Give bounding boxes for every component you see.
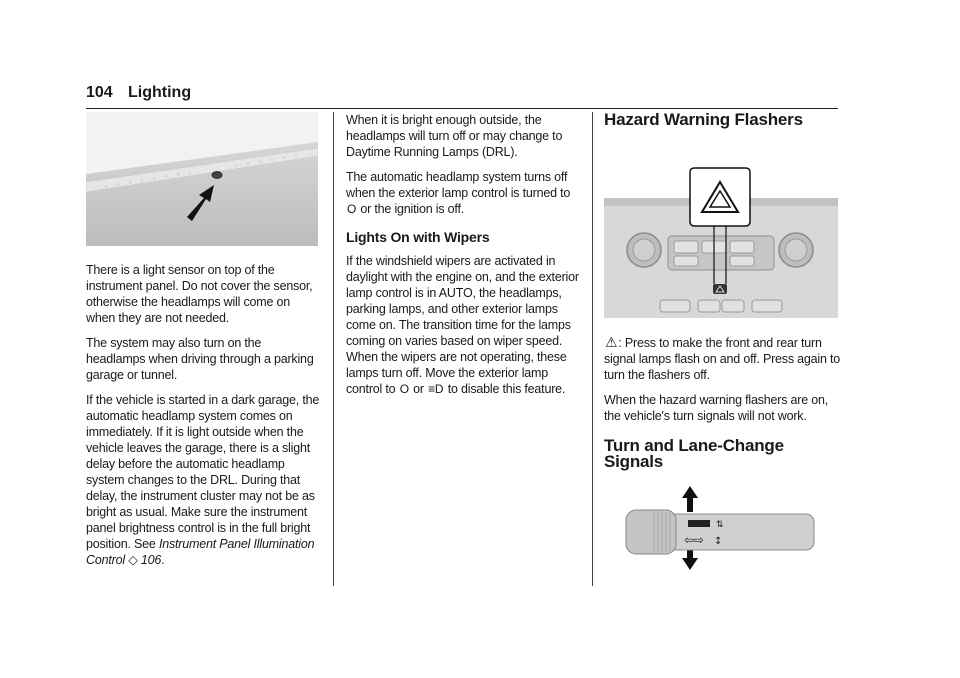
paragraph: There is a light sensor on top of the instrument panel. Do not cover the sensor, otherwise the headlamps will come on when they are not needed. bbox=[86, 263, 313, 325]
turn-signal-lever-illustration bbox=[604, 480, 838, 576]
paragraph-text: The automatic headlamp system turns off when the exterior lamp control is turned to bbox=[346, 170, 571, 200]
paragraph-text: If the windshield wipers are activated in daylight with the engine on, and the exterior lamp control is in AUTO, the headlamps, parking lamps, and other exterior lamps come on. The transition time for the lamps coming on varies based on wiper speed. When the wipers are not operating, these lamps turn off. Move the exterior lamp control to bbox=[346, 254, 579, 396]
heading-turn-and-lane-change-signals: Turn and Lane-Change Signals bbox=[604, 436, 784, 471]
hazard-control-illustration bbox=[604, 138, 838, 318]
svg-text:⇦⇨: ⇦⇨ bbox=[684, 533, 704, 547]
paragraph: When the hazard warning flashers are on, the vehicle's turn signals will not work. bbox=[604, 393, 829, 423]
page-ref-number[interactable]: 106 bbox=[140, 553, 162, 567]
off-power-icon: O bbox=[347, 202, 357, 216]
svg-text:⇅: ⇅ bbox=[716, 520, 724, 530]
hazard-button-figure bbox=[604, 138, 842, 322]
paragraph-text: or bbox=[413, 382, 424, 396]
svg-text:↕: ↕ bbox=[714, 536, 723, 547]
paragraph-end: . bbox=[161, 553, 165, 567]
paragraph: The system may also turn on the headlamps when driving through a parking garage or tunnel. bbox=[86, 336, 314, 382]
paragraph bbox=[86, 392, 322, 568]
paragraph bbox=[346, 253, 580, 397]
page-number: 104 bbox=[86, 84, 113, 101]
section-title: Lighting bbox=[128, 84, 192, 101]
off-power-icon: O bbox=[399, 382, 409, 396]
heading-hazard-warning-flashers: Hazard Warning Flashers bbox=[604, 110, 803, 129]
paragraph-text: or the ignition is off. bbox=[360, 202, 464, 216]
parking-lamp-icon: ≡D bbox=[428, 382, 444, 396]
hazard-triangle-icon: ⚠ bbox=[605, 334, 618, 350]
paragraph-text: to disable this feature. bbox=[447, 382, 566, 396]
paragraph bbox=[604, 334, 842, 383]
paragraph-text: If the vehicle is started in a dark garage, the automatic headlamp system comes on immediately. If it is light outside when the vehicle leaves the garage, there is a slight delay before the automatic headlamp system changes to the DRL. During that delay, the instrument cluster may not be as bright as usual. Make sure the instrument panel brightness control is in the full bright position. See bbox=[86, 393, 320, 551]
page-ref-icon: ◇ bbox=[128, 553, 138, 567]
page-header bbox=[86, 82, 838, 109]
cross-reference-link[interactable]: Instrument Panel Illumination Control bbox=[86, 537, 315, 567]
column-right bbox=[604, 112, 842, 592]
paragraph: When it is bright enough outside, the headlamps will turn off or may change to Daytime Running Lamps (DRL). bbox=[346, 113, 563, 159]
column-divider bbox=[333, 112, 334, 586]
column-divider bbox=[592, 112, 593, 586]
subheading-lights-on-with-wipers: Lights On with Wipers bbox=[346, 229, 490, 245]
column-middle bbox=[346, 112, 580, 406]
paragraph bbox=[346, 169, 580, 217]
light-sensor-figure bbox=[86, 112, 322, 250]
turn-signal-figure bbox=[604, 480, 842, 580]
column-left bbox=[86, 112, 322, 577]
light-sensor-illustration bbox=[86, 112, 318, 246]
paragraph-text: : Press to make the front and rear turn signal lamps flash on and off. Press again to turn the flashers off. bbox=[604, 336, 841, 382]
